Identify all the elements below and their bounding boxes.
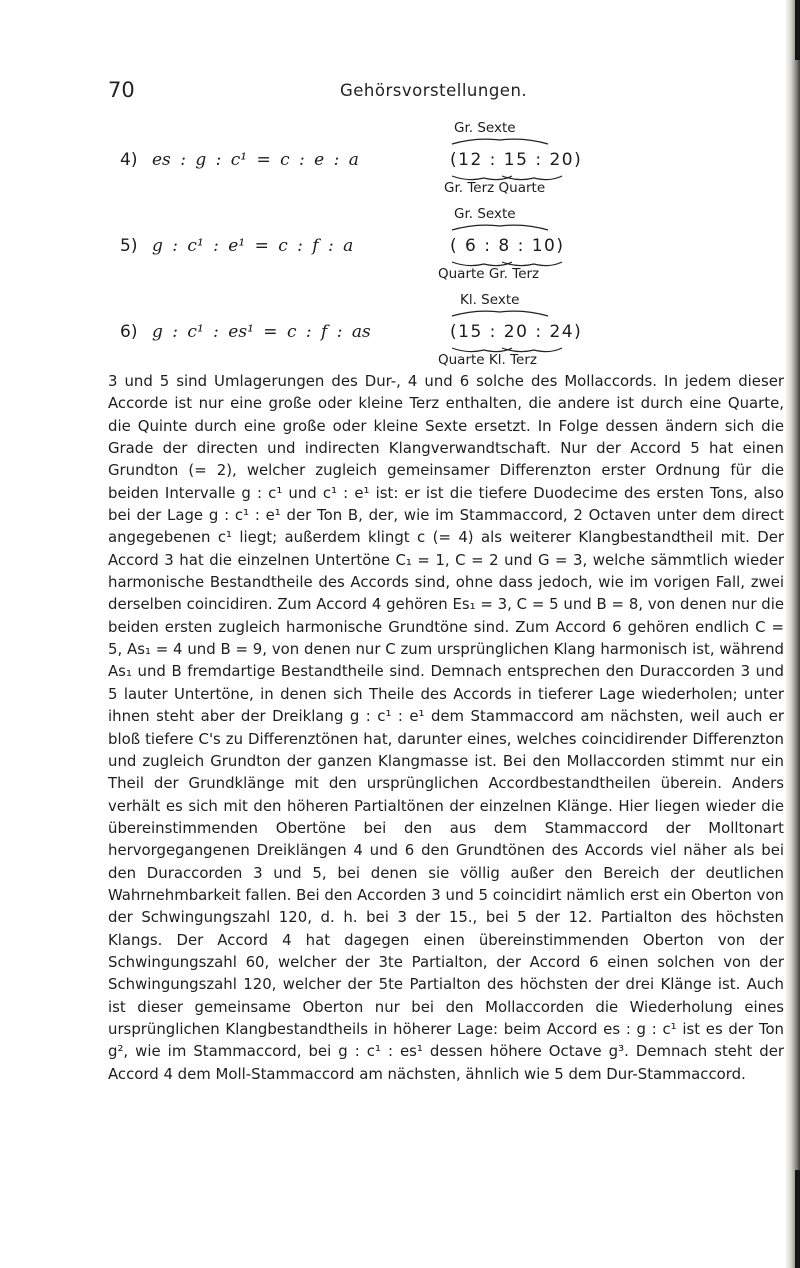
page-edge-shadow-bottom xyxy=(795,1170,800,1268)
chord-example-5 xyxy=(120,206,720,302)
interval-label-top: Kl. Sexte xyxy=(460,292,520,308)
chord-notes: g : c¹ : e¹ = c : f : a xyxy=(152,236,354,256)
page-number: 70 xyxy=(108,78,135,102)
bracket-top-sexte xyxy=(452,139,548,144)
chord-notes: g : c¹ : es¹ = c : f : as xyxy=(152,322,371,342)
running-title: Gehörsvorstellungen. xyxy=(340,81,528,100)
interval-label-bottom: Quarte Gr. Terz xyxy=(438,266,540,282)
bracket-top-sexte xyxy=(452,311,548,316)
interval-label-top: Gr. Sexte xyxy=(454,120,516,136)
frequency-ratio: (12 : 15 : 20) xyxy=(450,150,583,170)
example-number: 4) xyxy=(120,150,138,170)
interval-brackets xyxy=(420,120,583,220)
body-paragraph: 3 und 5 sind Umlagerungen des Dur-, 4 und 6 solche des Mollaccords. In jedem dieser Accorde ist nur eine große oder kleine Terz enthalten, die andere ist durch eine Quarte, die Quinte durch eine große oder kleine Sexte ersetzt. In Folge dessen ändern sich die Grade der directen und indirecten Klangverwandtschaft. Nur der Accord 5 hat einen Grundton (= 2), welcher zugleich gemeinsamer Differenzton erster Ordnung für die beiden Intervalle g : c¹ und c¹ : e¹ ist: er ist die tiefere Duodecime des ersten Tons, also bei der Lage g : c¹ : e¹ der Ton B, der, wie im Stammaccord, 2 Octaven unter dem direct angegebenen c¹ liegt; außerdem klingt c (= 4) als weiterer Klangbestandtheil mit. Der Accord 3 hat die einzelnen Untertöne C₁ = 1, C = 2 und G = 3, welche sämmtlich wieder harmonische Bestandtheile des Accords sind, ohne dass jedoch, wie im vorigen Fall, zwei derselben coincidiren. Zum Accord 4 gehören Es₁ = 3, C = 5 und B = 8, von denen nur die beiden ersten zugleich harmonische Grundtöne sind. Zum Accord 6 gehören endlich C = 5, As₁ = 4 und B = 9, von denen nur C zum ursprünglichen Klang harmonisch ist, während As₁ und B fremdartige Bestandtheile sind. Demnach entsprechen den Duraccorden 3 und 5 lauter Untertöne, in denen sich Theile des Accords in tieferer Lage wiederholen; unter ihnen steht aber der Dreiklang g : c¹ : e¹ dem Stammaccord am nächsten, weil auch er bloß tiefere C's zu Differenztönen hat, darunter eines, welches coincidirender Differenzton und zugleich Grundton der ganzen Klangmasse ist. Bei den Mollaccorden stimmt nur ein Theil der Grundklänge mit den ursprünglichen Accordbestandtheilen überein. Anders verhält es sich mit den höheren Partialtönen der einzelnen Klänge. Hier liegen wieder die übereinstimmenden Obertöne bei den aus dem Stammaccord der Molltonart hervorgegangenen Dreiklängen 4 und 6 den Grundtönen des Accords viel näher als bei den Duraccorden 3 und 5, bei denen sie völlig außer den Bereich der deutlichen Wahrnehmbarkeit fallen. Bei den Accorden 3 und 5 coincidirt nämlich erst ein Oberton von der Schwingungszahl 120, d. h. bei 3 der 15., bei 5 der 12. Partialton des höchsten Klangs. Der Accord 4 hat dagegen einen übereinstimmenden Oberton von der Schwingungszahl 60, welcher der 3te Partialton, der Accord 6 einen solchen von der Schwingungszahl 120, welcher der 5te Partialton des höchsten der drei Klänge ist. Auch ist dieser gemeinsame Oberton nur bei den Mollaccorden die Wiederholung eines ursprünglichen Klangbestandtheils in höherer Lage: beim Accord es : g : c¹ ist es der Ton g², wie im Stammaccord, bei g : c¹ : es¹ dessen höhere Octave g³. Demnach steht der Accord 4 dem Moll-Stammaccord am nächsten, ähnlich wie 5 dem Dur-Stammaccord. xyxy=(108,372,784,1083)
page-header xyxy=(108,78,788,106)
chord-notes: es : g : c¹ = c : e : a xyxy=(152,150,359,170)
bracket-top-sexte xyxy=(452,225,548,230)
example-number: 5) xyxy=(120,236,138,256)
interval-label-bottom: Quarte Kl. Terz xyxy=(438,352,537,368)
interval-label-top: Gr. Sexte xyxy=(454,206,516,222)
example-number: 6) xyxy=(120,322,138,342)
interval-label-bottom: Gr. Terz Quarte xyxy=(444,180,546,196)
chord-example-4 xyxy=(120,120,720,216)
page-edge xyxy=(786,0,800,1268)
interval-brackets xyxy=(420,206,580,306)
page-edge-shadow-top xyxy=(795,0,800,60)
frequency-ratio: (15 : 20 : 24) xyxy=(450,322,583,342)
frequency-ratio: ( 6 : 8 : 10) xyxy=(450,236,565,256)
